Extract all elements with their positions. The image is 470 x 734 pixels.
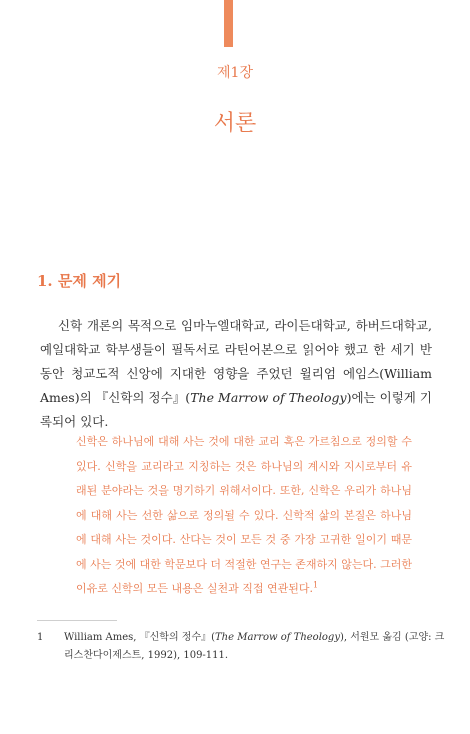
- chapter-accent-bar: [224, 0, 233, 47]
- section-heading: 1. 문제 제기: [37, 272, 122, 290]
- footnote-number: 1: [37, 632, 44, 643]
- footnote-reference[interactable]: 1: [313, 580, 319, 590]
- body-paragraph: [40, 314, 432, 434]
- footnote-text-before: William Ames, 『신학의 정수』(: [64, 632, 216, 643]
- chapter-number: 제1장: [217, 65, 253, 81]
- quote-text: 신학은 하나님에 대해 사는 것에 대한 교리 혹은 가르침으로 정의할 수 있다. 신학을 교리라고 지칭하는 것은 하나님의 계시와 지시로부터 유래된 분야라는 것을 명기하기 위해서이다. 또한, 신학은 우리가 하나님에 대해 사는 선한 삶으로 정의될 수 있다. 신학적 삶의 본질은 하나님에 대해 사는 것이다. 산다는 것이 모든 것 중 가장 고귀한 일이기 때문에 사는 것에 대한 학문보다 더 적절한 연구는 존재하지 않는다. 그러한 이유로 신학의 모든 내용은 실천과 직접 연관된다.: [76, 435, 412, 595]
- book-title-english: The Marrow of Theology: [190, 390, 347, 405]
- chapter-title: 서론: [213, 111, 257, 136]
- body-text-before: 신학 개론의 목적으로 임마누엘대학교, 라이든대학교, 하버드대학교, 예일대학교 학부생들이 필독서로 라틴어본으로 읽어야 했고 한 세기 반 동안 청교도적 신앙에 지대한 영향을 주었던 윌리엄 에임스(William Ames)의 『신학의 정수』(: [40, 318, 432, 405]
- footnote-title-english: The Marrow of Theology: [215, 632, 340, 643]
- footnote-text: [64, 629, 449, 665]
- block-quote: [76, 430, 412, 602]
- footnote-divider: [37, 620, 117, 621]
- body-text-after: )에는 이렇게 기록되어 있다.: [40, 390, 432, 429]
- footnote-text-after: ), 서원모 옮김 (고양: 크리스찬다이제스트, 1992), 109-111.: [64, 632, 445, 661]
